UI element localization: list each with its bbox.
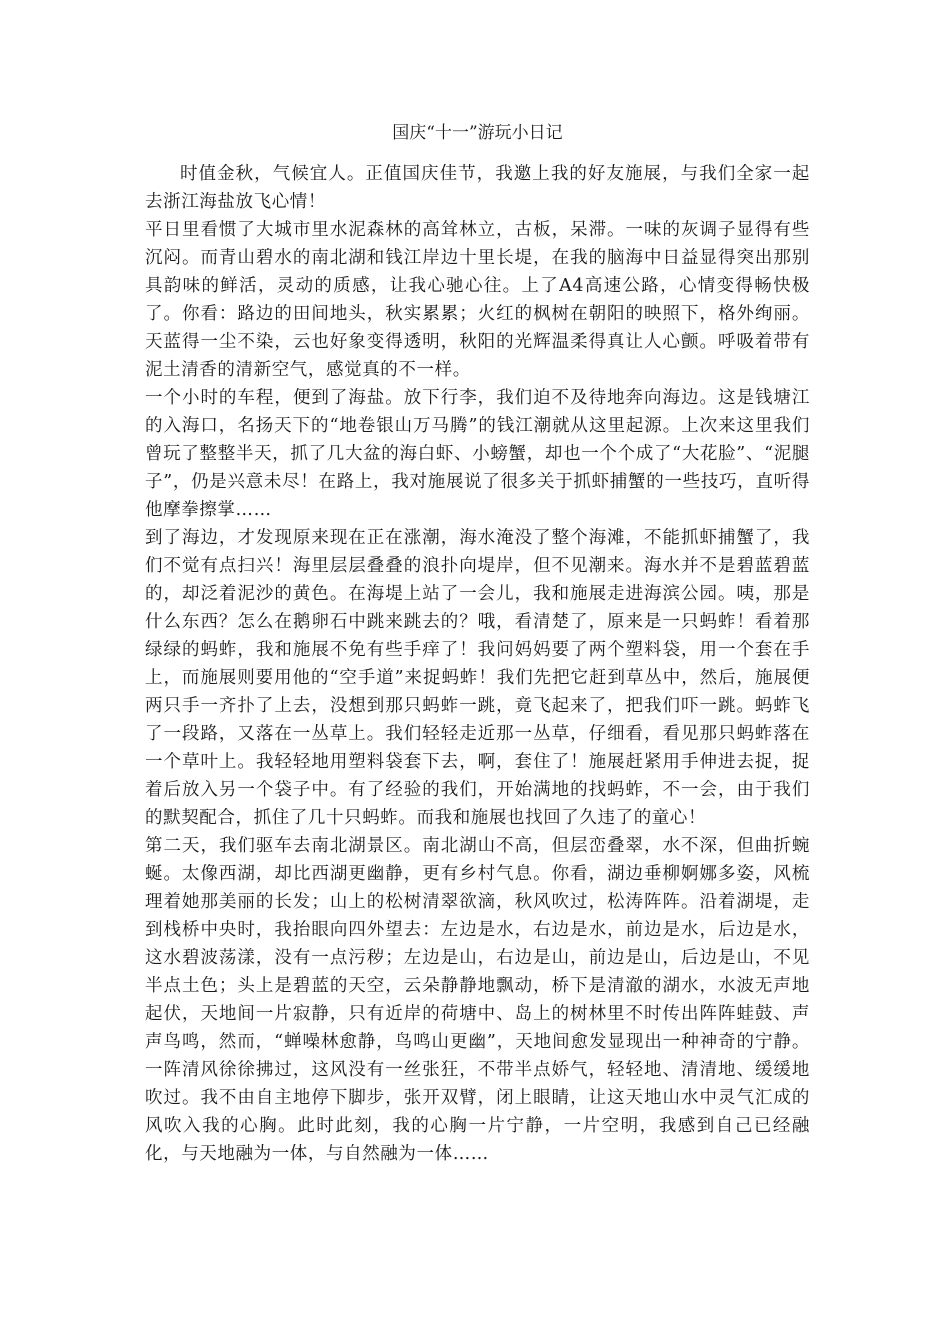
document-page: [145, 118, 810, 1168]
paragraph-5: 第二天，我们驱车去南北湖景区。南北湖山不高，但层峦叠翠，水不深，但曲折蜿蜒。太像西湖，却比西湖更幽静，更有乡村气息。你看，湖边垂柳婀娜多姿，风梳理着她那美丽的长发；山上的松树清翠欲滴，秋风吹过，松涛阵阵。沿着湖堤，走到栈桥中央时，我抬眼向四外望去：左边是水，右边是水，前边是水，后边是水，这水碧波荡漾，没有一点污秽；左边是山，右边是山，前边是山，后边是山，不见半点土色；头上是碧蓝的天空，云朵静静地飘动，桥下是清澈的湖水，水波无声地起伏，天地间一片寂静，只有近岸的荷塘中、岛上的树林里不时传出阵阵蛙鼓、声声鸟鸣，然而，“蝉噪林愈静，鸟鸣山更幽”，天地间愈发显现出一种神奇的宁静。一阵清风徐徐拂过，这风没有一丝张狂，不带半点娇气，轻轻地、清清地、缓缓地吹过。我不由自主地停下脚步，张开双臂，闭上眼睛，让这天地山水中灵气汇成的风吹入我的心胸。此时此刻，我的心胸一片宁静，一片空明，我感到自己已经融化，与天地融为一体，与自然融为一体……: [145, 836, 810, 1164]
paragraph-2: 平日里看惯了大城市里水泥森林的高耸林立，古板，呆滞。一味的灰调子显得有些沉闷。而青山碧水的南北湖和钱江岸边十里长堤，在我的脑海中日益显得突出那别具韵味的鲜活，灵动的质感，让我心驰心往。上了A4高速公路，心情变得畅快极了。你看：路边的田间地头，秋实累累；火红的枫树在朝阳的映照下，格外绚丽。天蓝得一尘不染，云也好象变得透明，秋阳的光辉温柔得真让人心颤。呼吸着带有泥土清香的清新空气，感觉真的不一样。: [145, 220, 810, 380]
paragraph-3: 一个小时的车程，便到了海盐。放下行李，我们迫不及待地奔向海边。这是钱塘江的入海口，名扬天下的“地卷银山万马腾”的钱江潮就从这里起源。上次来这里我们曾玩了整整半天，抓了几大盆的海白虾、小螃蟹，却也一个个成了“大花脸”、“泥腿子”，仍是兴意未尽！在路上，我对施展说了很多关于抓虾捕蟹的一些技巧，直听得他摩拳擦掌……: [145, 388, 810, 520]
paragraph-4: 到了海边，才发现原来现在正在涨潮，海水淹没了整个海滩，不能抓虾捕蟹了，我们不觉有点扫兴！海里层层叠叠的浪扑向堤岸，但不见潮来。海水并不是碧蓝碧蓝的，却泛着泥沙的黄色。在海堤上站了一会儿，我和施展走进海滨公园。咦，那是什么东西？怎么在鹅卵石中跳来跳去的？哦，看清楚了，原来是一只蚂蚱！看着那绿绿的蚂蚱，我和施展不免有些手痒了！我问妈妈要了两个塑料袋，用一个套在手上，而施展则要用他的“空手道”来捉蚂蚱！我们先把它赶到草丛中，然后，施展便两只手一齐扑了上去，没想到那只蚂蚱一跳，竟飞起来了，把我们吓一跳。蚂蚱飞了一段路，又落在一丛草上。我们轻轻走近那一丛草，仔细看，看见那只蚂蚱落在一个草叶上。我轻轻地用塑料袋套下去，啊，套住了！施展赶紧用手伸进去捉，捉着后放入另一个袋子中。有了经验的我们，开始满地的找蚂蚱，不一会，由于我们的默契配合，抓住了几十只蚂蚱。而我和施展也找回了久违了的童心！: [145, 528, 810, 828]
paragraph-1: 时值金秋，气候宜人。正值国庆佳节，我邀上我的好友施展，与我们全家一起去浙江海盐放飞心情！: [145, 164, 810, 212]
document-title: 国庆“十一”游玩小日记: [392, 123, 563, 143]
